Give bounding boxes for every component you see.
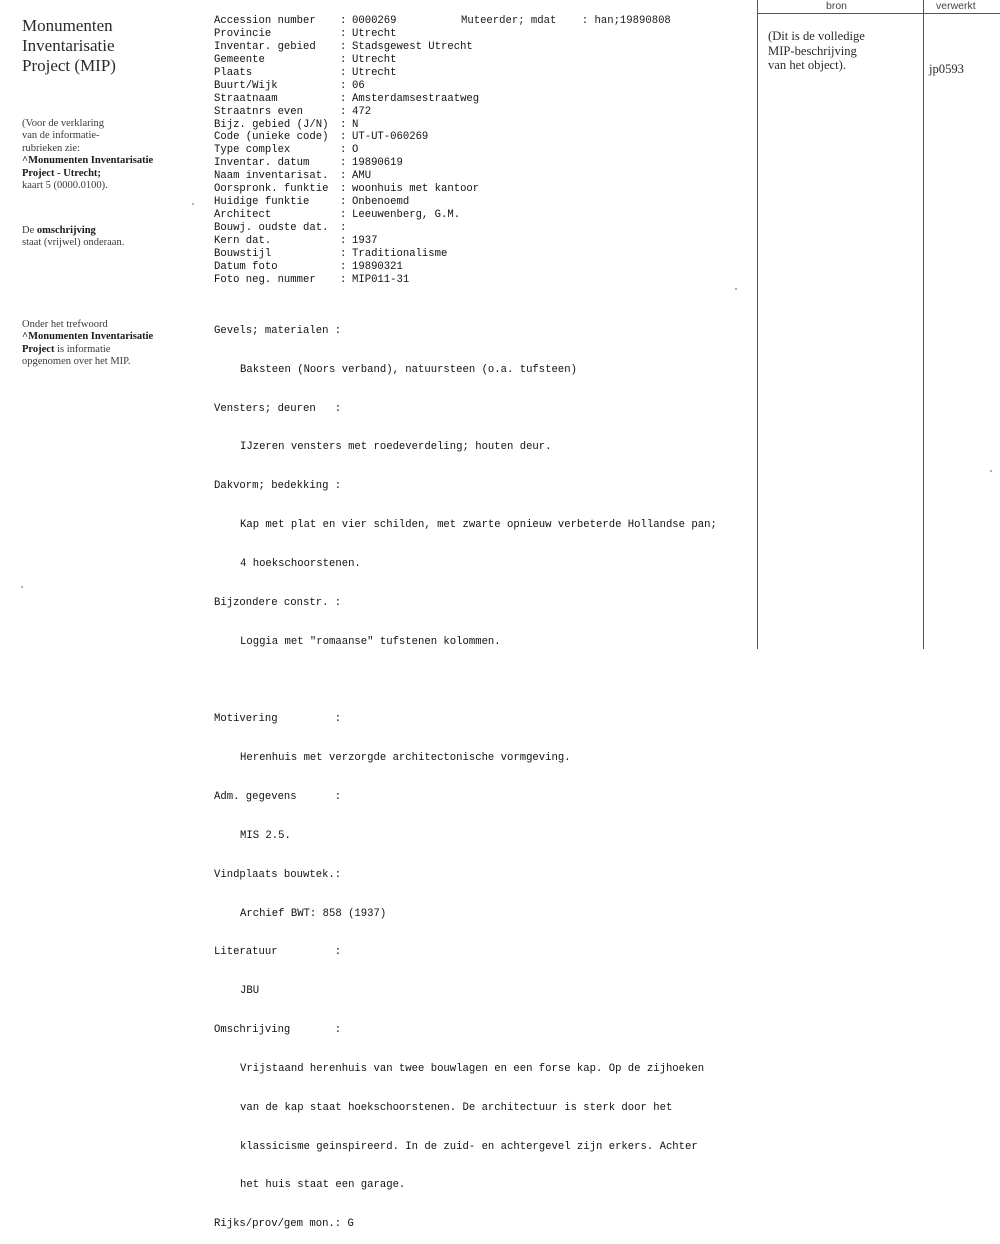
header-divider — [757, 13, 1000, 14]
section-text: IJzeren vensters met roedeverdeling; houten deur. — [240, 441, 552, 454]
field-label: Gemeente — [214, 53, 265, 66]
section-text: Vrijstaand herenhuis van twee bouwlagen en een forse kap. Op de zijhoeken — [240, 1062, 705, 1075]
note-line: rubrieken zie: — [22, 142, 81, 154]
field-separator: : — [340, 79, 347, 92]
field-row — [214, 144, 479, 157]
field-row — [214, 67, 479, 80]
section-heading: Vindplaats bouwtek.: — [214, 868, 342, 881]
field-value: 19890619 — [352, 157, 403, 170]
field-value: Traditionalisme — [352, 247, 448, 260]
verwerkt-header: verwerkt — [936, 0, 976, 12]
note-line: opgenomen over het MIP. — [22, 356, 131, 368]
field-label: Foto neg. nummer — [214, 273, 316, 286]
bron-header: bron — [826, 0, 848, 12]
field-separator: : — [340, 157, 347, 170]
field-separator: : — [340, 273, 347, 286]
field-separator: : — [340, 260, 347, 273]
section-heading: Motivering : — [214, 713, 342, 726]
field-label: Straatnrs even — [214, 105, 304, 118]
section-heading: Bijzondere constr. : — [214, 596, 342, 609]
section-text: het huis staat een garage. — [240, 1179, 406, 1192]
field-label: Type complex — [214, 144, 291, 157]
description-note — [22, 225, 197, 250]
field-separator: : — [340, 183, 347, 196]
field-label: Huidige funktie — [214, 196, 310, 209]
field-row — [214, 119, 479, 132]
field-label: Plaats — [214, 66, 253, 79]
field-value: MIP011-31 — [352, 273, 410, 286]
field-value: Stadsgewest Utrecht — [352, 40, 473, 53]
field-value: 0000269 — [352, 15, 397, 27]
field-label: Kern dat. — [214, 234, 272, 247]
scan-speck — [735, 288, 737, 290]
field-separator: : — [340, 247, 347, 260]
note-bold: Project - Utrecht; — [22, 167, 101, 179]
section-text: JBU — [240, 985, 260, 998]
field-separator: : — [340, 144, 347, 157]
field-separator: : — [340, 170, 347, 183]
field-value: 1937 — [352, 234, 378, 247]
project-title — [22, 16, 192, 76]
field-value: Utrecht — [352, 66, 397, 79]
note-bold: ^Monumenten Inventarisatie — [22, 331, 154, 343]
field-label: Accession number — [214, 15, 316, 27]
spacer — [214, 675, 717, 688]
note-line: staat (vrijwel) onderaan. — [22, 237, 125, 249]
field-label: Naam inventarisat. — [214, 170, 329, 183]
section-text: Baksteen (Noors verband), natuursteen (o.a. tufsteen) — [240, 363, 577, 376]
note-text: De — [22, 225, 37, 236]
scan-speck — [990, 470, 992, 472]
field-label: Buurt/Wijk — [214, 79, 278, 92]
scan-speck — [21, 586, 23, 588]
field-row — [214, 41, 479, 54]
field-label: Inventar. datum — [214, 157, 310, 170]
explanation-note — [22, 118, 197, 192]
field-row — [214, 261, 479, 274]
section-heading: Vensters; deuren : — [214, 402, 342, 415]
field-value: Amsterdamsestraatweg — [352, 92, 480, 105]
field-separator: : — [340, 234, 347, 247]
section-text: 4 hoekschoorstenen. — [240, 557, 361, 570]
field-row — [214, 54, 479, 67]
column-divider — [923, 0, 924, 649]
bron-text — [768, 29, 918, 73]
field-value: 472 — [352, 105, 372, 118]
field-value: N — [352, 118, 359, 131]
field-row — [214, 209, 479, 222]
bron-line: MIP-beschrijving — [768, 43, 857, 58]
field-value: Utrecht — [352, 27, 397, 40]
note-line: kaart 5 (0000.0100). — [22, 180, 108, 192]
field-value: woonhuis met kantoor — [352, 183, 480, 196]
section-heading: Gevels; materialen : — [214, 324, 342, 337]
verwerkt-code: jp0593 — [929, 62, 964, 76]
field-row — [214, 131, 479, 144]
field-separator: : — [340, 118, 347, 131]
section-heading: Dakvorm; bedekking : — [214, 480, 342, 493]
scan-speck — [192, 203, 194, 205]
field-label: Datum foto — [214, 260, 278, 273]
field-row — [214, 222, 479, 235]
field-value: 06 — [352, 79, 365, 92]
note-bold: Project — [22, 343, 55, 355]
section-text: Archief BWT: 858 (1937) — [240, 907, 387, 920]
section-heading: Adm. gegevens : — [214, 791, 342, 804]
note-line: Onder het trefwoord — [22, 319, 108, 330]
field-value: Leeuwenberg, G.M. — [352, 209, 461, 222]
field-label: Architect — [214, 209, 272, 222]
field-separator: : — [340, 53, 347, 66]
record-fields — [214, 15, 479, 287]
field-separator: : — [340, 27, 347, 40]
field-row — [214, 274, 479, 287]
field-row — [214, 196, 479, 209]
field-separator: : — [340, 66, 347, 79]
section-text: Herenhuis met verzorgde architectonische vormgeving. — [240, 752, 571, 765]
field-label: Straatnaam — [214, 92, 278, 105]
field-value: Utrecht — [352, 53, 397, 66]
section-text: Kap met plat en vier schilden, met zwarte opnieuw verbeterde Hollandse pan; — [240, 519, 717, 532]
field-separator: : — [340, 92, 347, 105]
field-value: Onbenoemd — [352, 196, 410, 209]
section-text: klassicisme geinspireerd. In de zuid- en achtergevel zijn erkers. Achter — [240, 1140, 698, 1153]
field-row — [214, 157, 479, 170]
field-label: Inventar. gebied — [214, 40, 316, 53]
section-text: van de kap staat hoekschoorstenen. De architectuur is sterk door het — [240, 1101, 673, 1114]
note-text: is informatie — [54, 343, 111, 355]
section-heading: Omschrijving : — [214, 1024, 342, 1037]
bron-line: (Dit is de volledige — [768, 29, 865, 43]
note-line: (Voor de verklaring — [22, 118, 105, 129]
field-row — [214, 28, 479, 41]
field-row — [214, 170, 479, 183]
column-divider — [757, 0, 758, 649]
title-line: Monumenten — [22, 16, 113, 35]
note-bold: omschrijving — [36, 225, 96, 236]
field-label: Bijz. gebied (J/N) — [214, 118, 329, 131]
note-line: van de informatie- — [22, 130, 100, 142]
field-separator: : — [340, 15, 347, 27]
field-value: 19890321 — [352, 260, 403, 273]
field-label: Provincie — [214, 27, 272, 40]
field-row — [214, 106, 479, 119]
field-label: Bouwstijl — [214, 247, 272, 260]
field-label: Bouwj. oudste dat. — [214, 222, 329, 234]
mutator-field: Muteerder; mdat : han;19890808 — [461, 15, 671, 27]
field-row — [214, 235, 479, 248]
field-row — [214, 248, 479, 261]
field-separator: : — [340, 222, 347, 234]
keyword-note — [22, 319, 197, 369]
title-line: Project (MIP) — [22, 56, 116, 75]
field-row — [214, 15, 479, 28]
field-row — [214, 80, 479, 93]
field-row — [214, 93, 479, 106]
field-separator: : — [340, 196, 347, 209]
record-sections — [214, 299, 717, 1244]
field-value: AMU — [352, 170, 372, 183]
note-bold: ^Monumenten Inventarisatie — [22, 155, 154, 167]
field-label: Oorspronk. funktie — [214, 183, 329, 196]
field-value: UT-UT-060269 — [352, 131, 429, 144]
field-separator: : — [340, 209, 347, 222]
section-heading: Rijks/prov/gem mon.: G — [214, 1218, 354, 1231]
field-row — [214, 183, 479, 196]
bron-line: van het object). — [768, 58, 846, 72]
field-value: O — [352, 144, 359, 157]
field-separator: : — [340, 105, 347, 118]
field-separator: : — [340, 131, 347, 144]
field-label: Code (unieke code) — [214, 131, 329, 144]
title-line: Inventarisatie — [22, 36, 115, 55]
section-heading: Literatuur : — [214, 946, 342, 959]
section-text: MIS 2.5. — [240, 829, 291, 842]
field-separator: : — [340, 40, 347, 53]
section-text: Loggia met "romaanse" tufstenen kolommen. — [240, 635, 501, 648]
